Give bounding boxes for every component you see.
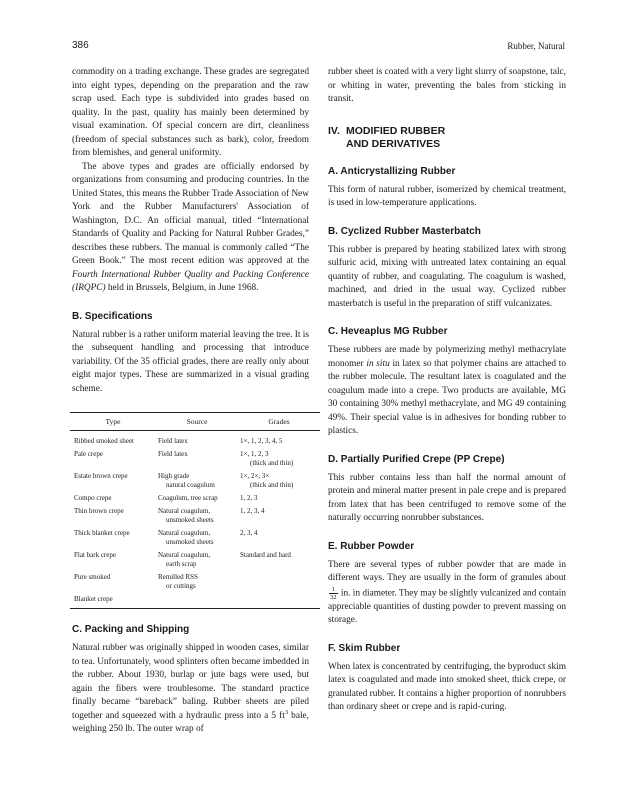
table-row <box>70 431 320 451</box>
paragraph: When latex is concentrated by centrifuging, the byproduct skim latex is coagulated and made into smoked sheet, thick crepe, or granulated rubber. It contains a higher proportion of nonrubbers than ordinary sheet or crepe and is rapid-curing. <box>328 661 566 713</box>
cell-source <box>156 595 238 609</box>
fraction-one-thirtysecond: $\frac{1}{32}$ <box>330 585 337 601</box>
right-column <box>328 66 566 715</box>
table-row <box>70 529 320 551</box>
table-row <box>70 494 320 507</box>
heading-rubber-powder: E. Rubber Powder <box>328 540 415 552</box>
paragraph: Natural rubber was originally shipped in wooden cases, similar to tea. Unfortunately, wood splinters often became imbedded in the rubber. About 1930, burlap or jute bags were used, but again the fibers were troublesome. The standard practice finally became “bareback” baling. Rubber sheets are piled together and squeezed with a hydraulic press into a 5 $ft^3$ bale, weighing 250 lb. The outer wrap of <box>72 643 309 734</box>
table-row <box>70 551 320 573</box>
cell-grades: 1×, 2×, 3× (thick and thin) <box>240 472 294 489</box>
table-row <box>70 472 320 494</box>
heading-specifications: B. Specifications <box>72 310 153 322</box>
cell-type: Estate brown crepe <box>74 472 128 480</box>
cell-type: Ribbed smoked sheet <box>74 437 134 445</box>
paragraph: rubber sheet is coated with a very light slurry of soapstone, talc, or whiting in water, preventing the bales from sticking in transit. <box>328 67 566 104</box>
heading-modified-rubber: IV. MODIFIED RUBBER AND DERIVATIVES <box>328 124 446 150</box>
table-header-type: Type <box>70 413 156 431</box>
table-header-grades: Grades <box>238 413 320 431</box>
cell-grades: 2, 3, 4 <box>240 529 258 537</box>
cell-type: Blanket crepe <box>74 595 113 603</box>
page-number: 386 <box>72 40 89 51</box>
paragraph: This form of natural rubber, isomerized by chemical treatment, is used in low-temperature applications. <box>328 184 566 208</box>
conference-name: Fourth International Rubber Quality and Packing Conference (IRQPC) <box>72 269 309 293</box>
cell-type: Compo crepe <box>74 494 112 502</box>
heading-anticrystallizing: A. Anticrystallizing Rubber <box>328 165 456 177</box>
running-title: Rubber, Natural <box>507 41 565 51</box>
cell-source: Remilled RSS or cuttings <box>158 573 198 590</box>
paragraph: These rubbers are made by polymerizing methyl methacrylate monomer in situ in latex so that polymer chains are attached to the rubber molecule. The resultant latex is coagulated and the coagulum made into a crepe. Two products are available, MG 30 containing 30% methyl methacrylate, and MG 49 containing 49%. Their special value is in adhesives for bonding rubber to plastics. <box>328 345 566 436</box>
cell-grades: 1, 2, 3, 4 <box>240 507 265 515</box>
paragraph: This rubber contains less than half the normal amount of protein and mineral matter present in pale crepe and is prepared from latex that has been centrifuged to remove some of the naturally occurring nonrubber substances. <box>328 472 566 523</box>
cell-source: High grade natural coagulum <box>158 472 215 489</box>
left-column <box>72 66 309 737</box>
cell-type: Pure smoked <box>74 573 111 581</box>
cell-source: Coagulum, tree scrap <box>158 494 218 502</box>
cell-source: Natural coagulum, unsmoked sheets <box>158 529 214 546</box>
paragraph: commodity on a trading exchange. These grades are segregated into eight types, depending on the preparation and the raw scrap used. Each type is subdivided into grades based on quality. In the past, quality has mainly been determined by visual examination. Of special concern are dirt, cleanliness (freedom of special substances such as bark), color, freedom from blemishes, and general uniformity. <box>72 67 309 158</box>
cell-type: Flat bark crepe <box>74 551 116 559</box>
cell-type: Thick blanket crepe <box>74 529 130 537</box>
cell-type: Thin brown crepe <box>74 507 124 515</box>
paragraph: The above types and grades are officially endorsed by organizations from consuming and producing countries. In the United States, this means the Rubber Trade Association of New York and the Rubber Manufacturers' Association of Washington, D.C. An official manual, titled “International Standards of Quality and Packing for Natural Rubber Grades,” describes these rubbers. The manual is commonly called “The Green Book.” The most recent edition was approved at the Fourth International Rubber Quality and Packing Conference (IRQPC) held in Brussels, Belgium, in June 1968. <box>72 161 309 293</box>
paragraph: Natural rubber is a rather uniform material leaving the tree. It is the subsequent handling and processing that introduce variability. Of the 35 official grades, there are really only about eight major types. These are summarized in a visual grading scheme. <box>72 329 309 394</box>
paragraph: There are several types of rubber powder that are made in different ways. They are usually in the form of granules about $\frac{1}{32}$ in. in diameter. They may be slightly vulcanized and contain appreciable quantities of dusting powder to prevent massing on storage. <box>328 559 566 626</box>
cell-grades: 1×, 1, 2, 3, 4, 5 <box>240 437 283 445</box>
heading-pp-crepe: D. Partially Purified Crepe (PP Crepe) <box>328 453 505 465</box>
table-row <box>70 573 320 595</box>
heading-packing-shipping: C. Packing and Shipping <box>72 624 190 635</box>
table-header-source: Source <box>156 413 238 431</box>
cell-grades: 1, 2, 3 <box>240 494 258 502</box>
cell-source: Field latex <box>158 450 188 458</box>
heading-cyclized-masterbatch: B. Cyclized Rubber Masterbatch <box>328 225 481 237</box>
table-row <box>70 595 320 609</box>
table-row <box>70 507 320 529</box>
grades-table <box>70 412 320 613</box>
cell-source: Field latex <box>158 437 188 445</box>
cell-grades <box>238 573 320 595</box>
cell-grades <box>238 595 320 609</box>
paragraph: This rubber is prepared by heating stabilized latex with strong sulfuric acid, mixing with untreated latex containing an equal quantity of rubber, and coagulating. The coagulum is washed, machined, and dried in the usual way. Cyclized rubber masterbatch is useful in the preparation of stiff vulcanizates. <box>328 244 566 309</box>
heading-heveaplus: C. Heveaplus MG Rubber <box>328 326 448 337</box>
cell-grades: 1×, 1, 2, 3 (thick and thin) <box>240 450 294 467</box>
cell-source: Natural coagulum, earth scrap <box>158 551 211 568</box>
cell-source: Natural coagulum, unsmoked sheets <box>158 507 214 524</box>
cell-type: Pale crepe <box>74 450 103 458</box>
heading-skim-rubber: F. Skim Rubber <box>328 642 401 654</box>
cell-grades: Standard and hard <box>240 551 291 559</box>
table-row <box>70 450 320 472</box>
